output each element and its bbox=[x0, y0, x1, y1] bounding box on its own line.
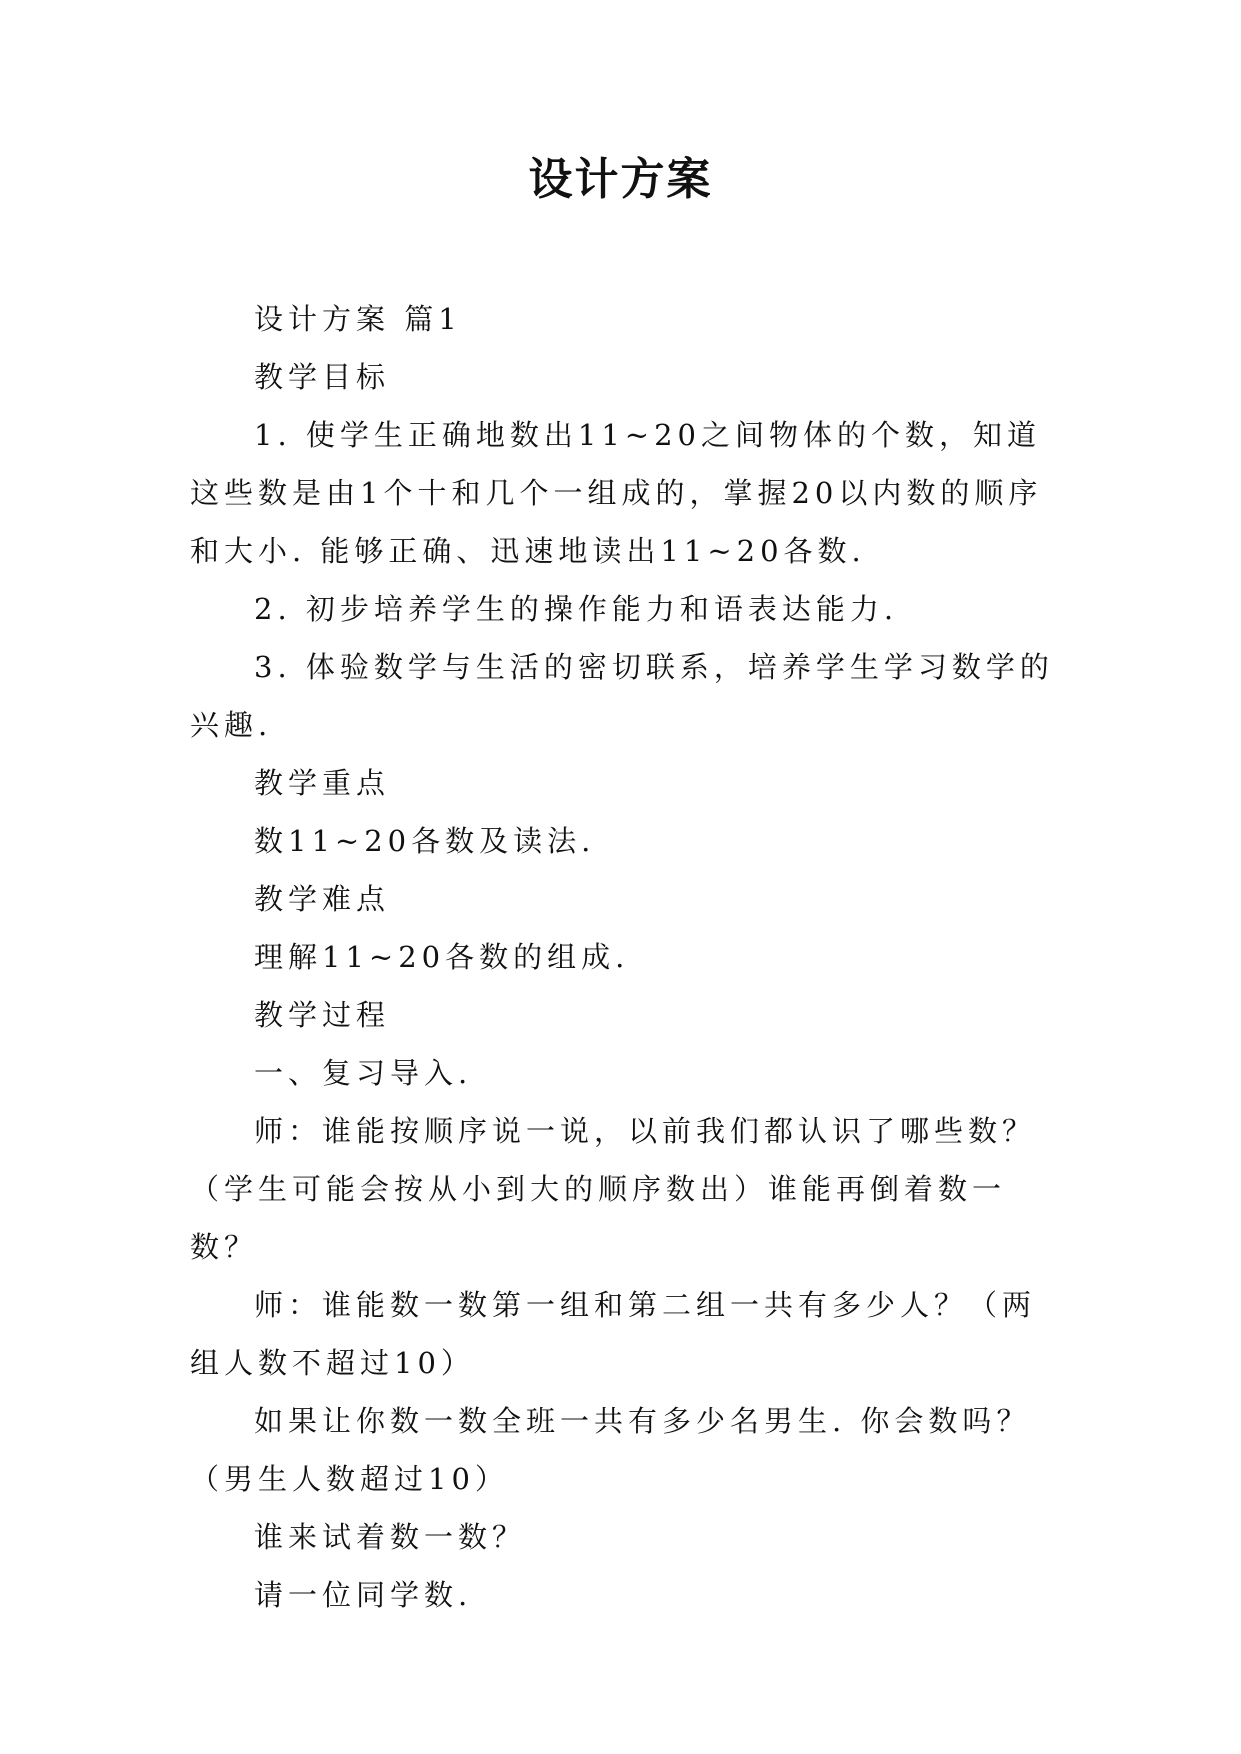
difficulties-text: 理解11~20各数的组成. bbox=[254, 940, 630, 974]
subheading-process: 教学过程 bbox=[254, 998, 391, 1032]
objective-item-3: 3. 体验数学与生活的密切联系，培养学生学习数学的兴趣. bbox=[190, 650, 1054, 742]
subheading-difficulties: 教学难点 bbox=[254, 882, 391, 916]
paragraph-ask-student: 请一位同学数. bbox=[254, 1578, 473, 1612]
document-body bbox=[190, 290, 1060, 1624]
paragraph-who-tries: 谁来试着数一数？ bbox=[254, 1520, 527, 1554]
objective-item-2: 2. 初步培养学生的操作能力和语表达能力. bbox=[254, 592, 899, 626]
process-step-heading: 一、复习导入. bbox=[254, 1056, 473, 1090]
document-title: 设计方案 bbox=[528, 154, 713, 205]
section-heading: 设计方案 篇1 bbox=[254, 302, 462, 336]
objective-item-1: 1. 使学生正确地数出11~20之间物体的个数，知道这些数是由1个十和几个一组成的，掌握20以内数的顺序和大小. 能够正确、迅速地读出11~20各数. bbox=[190, 418, 1043, 568]
subheading-objectives: 教学目标 bbox=[254, 360, 391, 394]
paragraph-teacher-1: 师：谁能按顺序说一说，以前我们都认识了哪些数？（学生可能会按从小到大的顺序数出）谁能再倒着数一数？ bbox=[190, 1114, 1037, 1264]
paragraph-count-boys: 如果让你数一数全班一共有多少名男生. 你会数吗？（男生人数超过10） bbox=[190, 1404, 1031, 1496]
subheading-key-points: 教学重点 bbox=[254, 766, 391, 800]
key-points-text: 数11~20各数及读法. bbox=[254, 824, 596, 858]
paragraph-teacher-2: 师：谁能数一数第一组和第二组一共有多少人？（两组人数不超过10） bbox=[190, 1288, 1037, 1380]
